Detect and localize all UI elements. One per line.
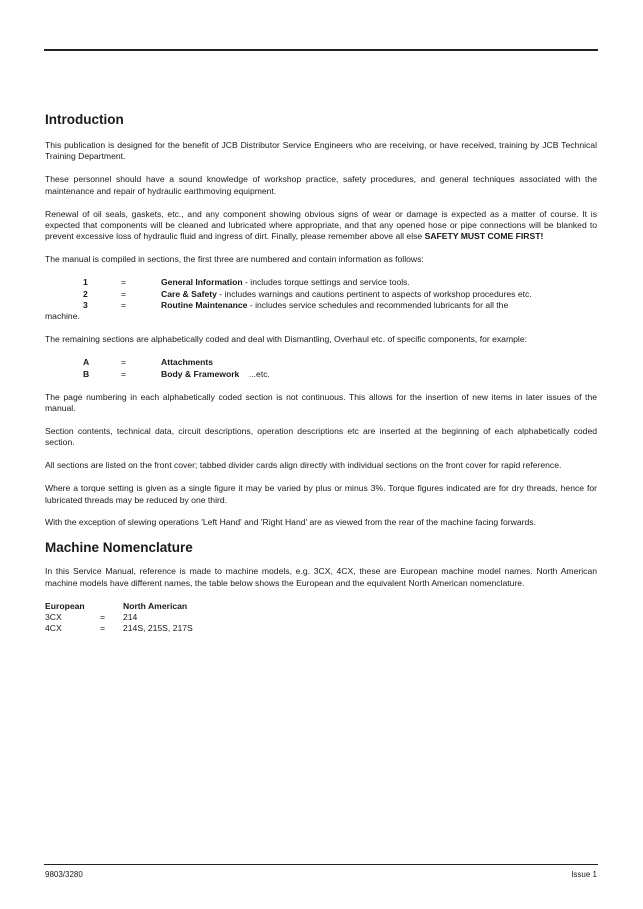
section-number: 2 bbox=[83, 288, 88, 299]
equals-sign: = bbox=[121, 277, 127, 288]
intro-paragraph-3 bbox=[45, 209, 597, 243]
equals-sign: = bbox=[121, 300, 127, 311]
document-number: 9803/3280 bbox=[45, 870, 83, 879]
equals-sign: = bbox=[121, 368, 127, 379]
european-model: 3CX bbox=[45, 612, 62, 623]
equals-sign: = bbox=[121, 357, 127, 368]
section-title: Body & Framework bbox=[161, 368, 240, 379]
numbered-sections-list bbox=[45, 277, 597, 323]
footer-rule bbox=[44, 864, 598, 865]
intro-paragraph-5: The remaining sections are alphabetically coded and deal with Dismantling, Overhaul etc. of specific components, for example: bbox=[45, 334, 527, 345]
intro-paragraph-7: Section contents, technical data, circuit descriptions, operation descriptions etc are inserted at the beginning of each alphabetically coded section. bbox=[45, 425, 597, 448]
intro-paragraph-3-text: Renewal of oil seals, gaskets, etc., and any component showing obvious signs of wear or damage is expected as a matter of course. It is expected that components will be cleaned and lubricated where appropriate, and that any opened hose or pipe connections will be blanked to prevent excessive loss of hydraulic fluid and ingress of dirt. Finally, please remember above all else bbox=[45, 208, 597, 242]
section-number: 1 bbox=[83, 277, 88, 288]
section-detail: - includes torque settings and service tools. bbox=[242, 277, 410, 288]
intro-paragraph-6: The page numbering in each alphabetically coded section is not continuous. This allows for the insertion of new items in later issues of the manual. bbox=[45, 391, 597, 413]
north-american-model: 214 bbox=[123, 612, 138, 623]
intro-paragraph-1: This publication is designed for the benefit of JCB Distributor Service Engineers who are receiving, or have received, training by JCB Technical Training Department. bbox=[45, 140, 597, 162]
section-description bbox=[161, 369, 597, 380]
intro-paragraph-4: The manual is compiled in sections, the first three are numbered and contain information as follows: bbox=[45, 254, 424, 265]
section-title: Care & Safety bbox=[161, 288, 217, 299]
intro-paragraph-10: With the exception of slewing operations 'Left Hand' and 'Right Hand' are as viewed from the rear of the machine facing forwards. bbox=[45, 517, 536, 528]
section-title: General Information bbox=[161, 277, 243, 288]
section-title: Attachments bbox=[161, 357, 214, 368]
section-description bbox=[161, 300, 597, 311]
introduction-heading: Introduction bbox=[45, 112, 124, 127]
table-row bbox=[45, 612, 193, 623]
nomenclature-table bbox=[45, 601, 193, 635]
list-item bbox=[45, 369, 597, 380]
section-title: Routine Maintenance bbox=[161, 300, 248, 311]
table-row bbox=[45, 623, 193, 634]
nomenclature-paragraph: In this Service Manual, reference is made to machine models, e.g. 3CX, 4CX, these are European machine model names. North American machine models have different names, the table below shows the European and the equivalent North American nomenclature. bbox=[45, 566, 597, 588]
intro-paragraph-8: All sections are listed on the front cover; tabbed divider cards align directly with individual sections on the front cover for rapid reference. bbox=[45, 460, 562, 471]
section-detail: - includes service schedules and recommended lubricants for all the bbox=[247, 300, 509, 311]
list-item bbox=[45, 357, 597, 368]
section-detail: - includes warnings and cautions pertinent to aspects of workshop procedures etc. bbox=[216, 288, 532, 299]
equals-sign: = bbox=[100, 612, 106, 623]
section-description bbox=[161, 289, 597, 300]
safety-emphasis: SAFETY MUST COME FIRST! bbox=[424, 231, 544, 242]
section-description bbox=[161, 277, 597, 288]
list-item bbox=[45, 277, 597, 288]
intro-paragraph-2: These personnel should have a sound knowledge of workshop practice, safety procedures, and general techniques associated with the maintenance and repair of hydraulic earthmoving equipment. bbox=[45, 174, 597, 196]
column-header-north-american: North American bbox=[123, 600, 188, 611]
north-american-model: 214S, 215S, 217S bbox=[123, 623, 193, 634]
equals-sign: = bbox=[100, 623, 106, 634]
equals-sign: = bbox=[121, 288, 127, 299]
lettered-sections-list bbox=[45, 357, 597, 380]
section-description bbox=[161, 357, 597, 368]
european-model: 4CX bbox=[45, 623, 62, 634]
section-letter: A bbox=[83, 357, 90, 368]
list-item bbox=[45, 300, 597, 311]
section-letter: B bbox=[83, 368, 90, 379]
list-wrap-text: machine. bbox=[45, 311, 80, 322]
nomenclature-heading: Machine Nomenclature bbox=[45, 540, 193, 556]
section-number: 3 bbox=[83, 300, 88, 311]
issue-number: Issue 1 bbox=[571, 870, 597, 879]
intro-paragraph-9: Where a torque setting is given as a single figure it may be varied by plus or minus 3%. Torque figures indicated are for dry threads, hence for lubricated threads may be reduced by one third. bbox=[45, 483, 597, 505]
header-rule bbox=[44, 49, 598, 51]
page-content bbox=[45, 112, 597, 635]
list-item bbox=[45, 289, 597, 300]
section-detail: ...etc. bbox=[239, 368, 270, 379]
column-header-european: European bbox=[45, 600, 85, 611]
table-header-row bbox=[45, 601, 193, 612]
